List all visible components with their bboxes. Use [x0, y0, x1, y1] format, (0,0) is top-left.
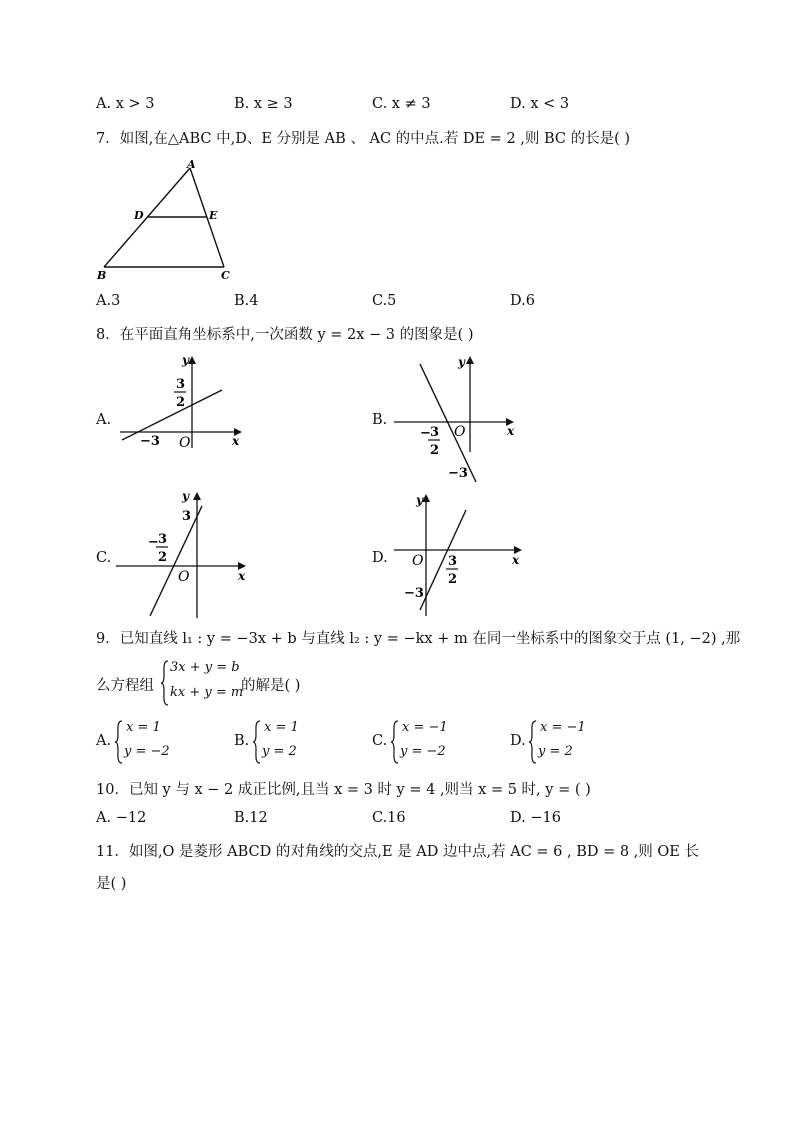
q9-option-d-label: D. — [510, 733, 526, 749]
svg-text:x: x — [238, 569, 246, 583]
q8-graph-d — [390, 486, 530, 621]
q7-option-d: D.6 — [510, 293, 535, 309]
q8-option-d-label: D. — [372, 550, 388, 566]
q6-option-c: C. x ≠ 3 — [372, 96, 431, 112]
q8-stem: 8．在平面直角坐标系中,一次函数 y = 2x − 3 的图象是( ) — [96, 327, 474, 343]
svg-text:−: − — [148, 535, 159, 550]
label-b: B — [97, 269, 107, 282]
q9-option-d-line1: x = −1 — [540, 720, 586, 735]
svg-text:y: y — [182, 353, 189, 367]
q9-stem-suffix: 的解是( ) — [241, 678, 301, 694]
svg-text:O: O — [178, 569, 190, 585]
label-d: D — [134, 209, 144, 222]
svg-text:2: 2 — [448, 572, 458, 587]
q9-option-c-line1: x = −1 — [402, 720, 448, 735]
q9-option-c-label: C. — [372, 733, 388, 749]
q7-option-a: A.3 — [96, 293, 121, 309]
svg-text:2: 2 — [176, 395, 186, 410]
svg-text:y: y — [182, 489, 189, 503]
q7-stem: 7．如图,在△ABC 中,D、E 分别是 AB 、 AC 的中点.若 DE = 2 ,则 BC 的长是( ) — [96, 131, 631, 147]
q6-option-a: A. x > 3 — [96, 96, 155, 112]
q8-option-b-label: B. — [372, 412, 388, 428]
q9-option-a-brace — [114, 720, 122, 764]
label-c: C — [221, 269, 230, 282]
q6-option-b: B. x ≥ 3 — [234, 96, 293, 112]
q8-option-c-label: C. — [96, 550, 112, 566]
svg-text:−3: −3 — [448, 466, 468, 481]
q10-option-c: C.16 — [372, 810, 406, 826]
q7-option-c: C.5 — [372, 293, 397, 309]
svg-text:y: y — [416, 493, 423, 507]
q9-option-b-line1: x = 1 — [264, 720, 299, 735]
svg-text:3: 3 — [182, 509, 192, 524]
q7-triangle-figure — [96, 158, 246, 283]
svg-text:x: x — [512, 553, 520, 567]
svg-text:3: 3 — [158, 532, 168, 547]
svg-text:3: 3 — [448, 554, 458, 569]
q10-option-d: D. −16 — [510, 810, 561, 826]
q6-option-d: D. x < 3 — [510, 96, 570, 112]
q8-option-a-label: A. — [96, 412, 112, 428]
q9-stem-prefix: 么方程组 — [96, 678, 154, 694]
q9-option-b-label: B. — [234, 733, 250, 749]
q9-stem-line1: 9．已知直线 l₁ : y = −3x + b 与直线 l₂ : y = −kx + m 在同一坐标系中的图象交于点 (1, −2) ,那 — [96, 631, 741, 647]
label-e: E — [209, 209, 218, 222]
svg-text:2: 2 — [430, 443, 440, 458]
q9-system-eq2: kx + y = m — [170, 685, 244, 700]
q10-option-b: B.12 — [234, 810, 268, 826]
q9-option-a-line1: x = 1 — [126, 720, 161, 735]
svg-text:−3: −3 — [140, 434, 160, 449]
svg-text:−3: −3 — [404, 586, 424, 601]
q9-option-c-brace — [390, 720, 398, 764]
q11-stem-line2: 是( ) — [96, 876, 127, 892]
svg-text:2: 2 — [158, 550, 168, 565]
q9-system-eq1: 3x + y = b — [170, 660, 240, 675]
svg-text:x: x — [507, 424, 515, 438]
svg-text:O: O — [179, 435, 191, 451]
svg-text:3: 3 — [430, 425, 440, 440]
q9-option-a-line2: y = −2 — [124, 744, 170, 759]
q11-stem-line1: 11．如图,O 是菱形 ABCD 的对角线的交点,E 是 AD 边中点,若 AC = 6 , BD = 8 ,则 OE 长 — [96, 844, 699, 860]
q7-option-b: B.4 — [234, 293, 259, 309]
q8-graph-b — [390, 352, 530, 487]
q9-system-brace — [160, 660, 168, 706]
svg-text:x: x — [232, 434, 240, 448]
q8-graph-c — [112, 486, 252, 621]
svg-text:O: O — [412, 553, 424, 569]
svg-text:O: O — [454, 424, 466, 440]
svg-text:y: y — [458, 355, 465, 369]
q9-option-a-label: A. — [96, 733, 112, 749]
q9-option-b-brace — [252, 720, 260, 764]
q9-option-d-brace — [528, 720, 536, 764]
q9-option-c-line2: y = −2 — [400, 744, 446, 759]
q9-option-b-line2: y = 2 — [262, 744, 297, 759]
label-a: A — [187, 158, 196, 171]
q9-option-d-line2: y = 2 — [538, 744, 573, 759]
q10-option-a: A. −12 — [96, 810, 147, 826]
svg-text:3: 3 — [176, 377, 186, 392]
svg-text:−: − — [420, 426, 431, 441]
q8-graph-a — [112, 352, 252, 452]
q10-stem: 10．已知 y 与 x − 2 成正比例,且当 x = 3 时 y = 4 ,则当 x = 5 时, y = ( ) — [96, 782, 591, 798]
